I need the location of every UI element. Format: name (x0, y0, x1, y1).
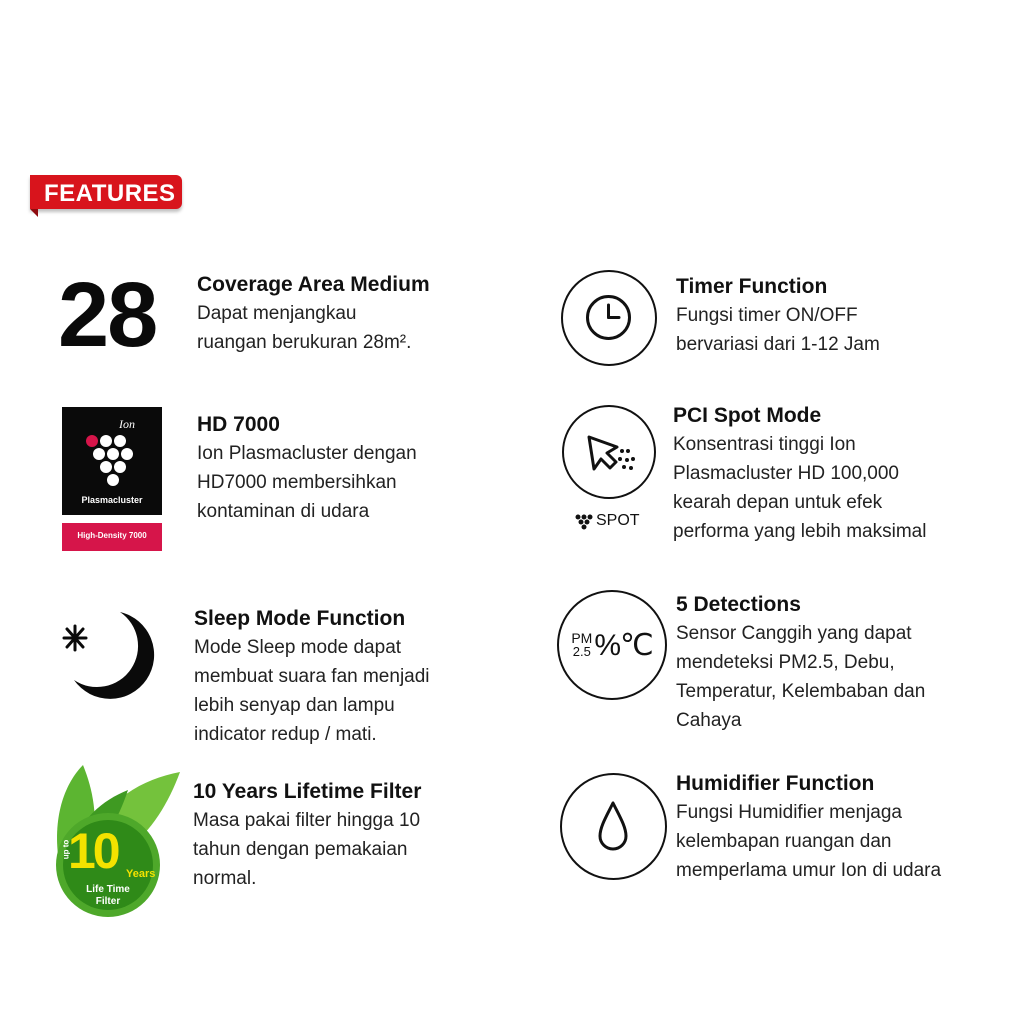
spot-label-text: SPOT (596, 512, 640, 529)
badge-caption-line2: Filter (95, 896, 121, 907)
feature-lifetime-filter (193, 777, 493, 893)
feature-line: Dapat menjangkau (197, 303, 357, 324)
feature-title: PCI Spot Mode (673, 404, 822, 427)
feature-line: Konsentrasi tinggi Ion (673, 434, 856, 455)
feature-title: 10 Years Lifetime Filter (193, 780, 422, 803)
clock-icon (561, 270, 657, 366)
feature-line: Sensor Canggih yang dapat (676, 623, 912, 644)
sensor-pm-top: PM (571, 630, 593, 646)
feature-line: bervariasi dari 1-12 Jam (676, 334, 880, 355)
feature-line: membuat suara fan menjadi (194, 666, 430, 687)
spot-arrow-icon (562, 405, 656, 499)
plasmacluster-logo (62, 407, 162, 553)
feature-line: Temperatur, Kelembaban dan (676, 681, 926, 702)
sensor-pm-bottom: 2.5 (572, 644, 591, 659)
feature-line: Plasmacluster HD 100,000 (673, 463, 899, 484)
feature-sleep (194, 604, 494, 749)
moon-star-icon (58, 608, 158, 703)
logo-ion-text: Ion (119, 417, 135, 431)
feature-humidifier (676, 769, 1016, 885)
feature-line: performa yang lebih maksimal (673, 521, 927, 542)
badge-upto-text: up to (61, 839, 71, 860)
feature-line: HD7000 membersihkan (197, 472, 397, 493)
spot-label (574, 511, 654, 533)
sensor-icon (557, 590, 667, 700)
mini-grape-icon (574, 513, 594, 531)
feature-pci-spot (673, 401, 1013, 546)
feature-line: ruangan berukuran 28m². (197, 332, 412, 353)
coverage-number: 28 (58, 264, 157, 366)
feature-line: Mode Sleep mode dapat (194, 637, 402, 658)
feature-line: indicator redup / mati. (194, 724, 377, 745)
feature-line: Masa pakai filter hingga 10 (193, 810, 421, 831)
feature-coverage (197, 270, 497, 357)
sensor-icon-content (559, 592, 665, 698)
feature-line: Fungsi timer ON/OFF (676, 305, 858, 326)
water-drop-icon (560, 773, 667, 880)
feature-title: HD 7000 (197, 413, 280, 436)
badge-years-text: Years (126, 868, 156, 880)
feature-line: tahun dengan pemakaian (193, 839, 408, 860)
feature-line: Ion Plasmacluster dengan (197, 443, 417, 464)
feature-line: memperlama umur Ion di udara (676, 860, 942, 881)
badge-number-text: 10 (68, 823, 118, 879)
feature-hd7000 (197, 410, 497, 526)
sensor-symbols: %℃ (594, 628, 653, 662)
feature-line: kelembapan ruangan dan (676, 831, 892, 852)
logo-name-text: Plasmacluster (81, 495, 143, 505)
banner-label: FEATURES (44, 180, 176, 207)
feature-title: 5 Detections (676, 593, 801, 616)
feature-line: mendeteksi PM2.5, Debu, (676, 652, 895, 673)
feature-line: lebih senyap dan lampu (194, 695, 395, 716)
badge-caption-line1: Life Time (86, 884, 130, 895)
feature-line: kontaminan di udara (197, 501, 370, 522)
sensor-pm-block (571, 631, 592, 659)
feature-title: Coverage Area Medium (197, 273, 430, 296)
logo-badge-text: High-Density 7000 (77, 531, 147, 540)
feature-timer (676, 272, 996, 359)
feature-title: Sleep Mode Function (194, 607, 406, 630)
features-banner (30, 175, 182, 215)
feature-line: kearah depan untuk efek (673, 492, 883, 513)
leaf-badge-icon (48, 760, 183, 920)
banner-fold (30, 209, 38, 217)
feature-line: normal. (193, 868, 257, 889)
feature-line: Fungsi Humidifier menjaga (676, 802, 902, 823)
feature-title: Humidifier Function (676, 772, 875, 795)
feature-title: Timer Function (676, 275, 828, 298)
feature-line: Cahaya (676, 710, 742, 731)
feature-detections (676, 590, 996, 735)
